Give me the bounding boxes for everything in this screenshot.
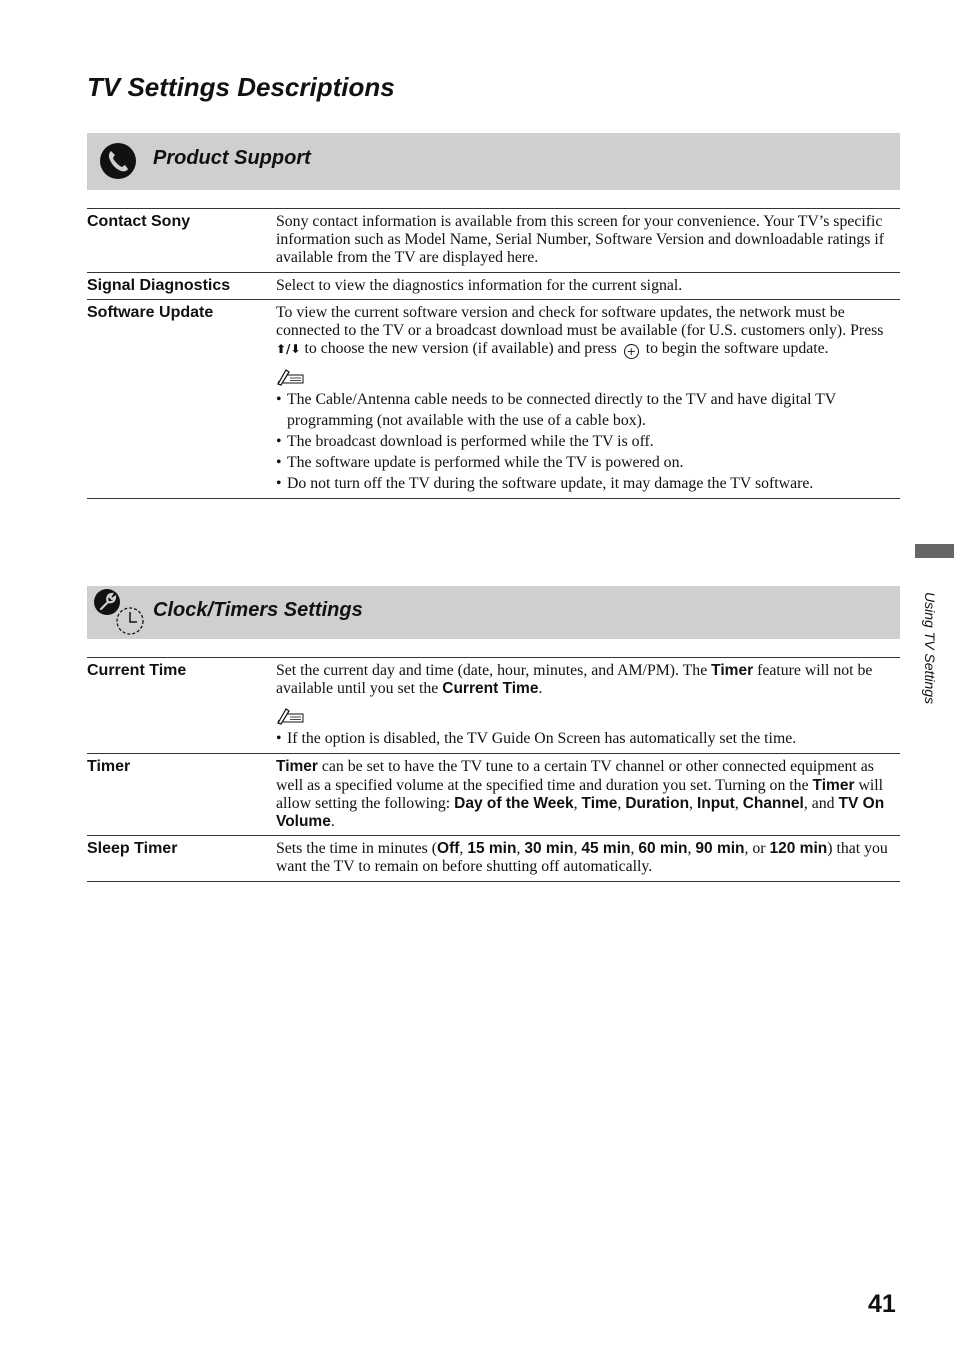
- text: ,: [734, 794, 739, 812]
- row-label: Sleep Timer: [87, 840, 178, 858]
- bold-term: 90 min: [695, 840, 745, 858]
- bold-term: 60 min: [638, 840, 688, 858]
- text: ,: [516, 840, 521, 858]
- up-down-arrows-icon: ⬆/⬇: [276, 342, 301, 357]
- row-label: Timer: [87, 758, 131, 776]
- bold-term: Timer: [711, 662, 754, 679]
- row-label: Software Update: [87, 303, 214, 321]
- row-label: Contact Sony: [87, 213, 191, 230]
- row-description: Select to view the diagnostics information for the current signal.: [276, 276, 683, 294]
- text: ,: [459, 840, 464, 858]
- text: Set the current day and time (date, hour, minutes, and AM/PM). The: [276, 662, 708, 679]
- bold-term: Day of the Week: [454, 794, 574, 812]
- wrench-clock-icon: [93, 588, 147, 638]
- text: ,: [630, 840, 635, 858]
- row-description: [276, 756, 900, 831]
- text: will allow setting the following:: [276, 776, 884, 812]
- text: can be set to have the TV tune to a certain TV channel or other connected equipment as well as a specified volume at the specified time and duration you set. Turning on the: [276, 758, 874, 794]
- bold-term: Time: [581, 794, 618, 812]
- table-row-contact-sony: [87, 209, 900, 273]
- text: ,: [617, 794, 622, 812]
- section-header-clock-timers: [87, 586, 900, 639]
- row-description: [276, 302, 900, 494]
- note-pencil-icon: [276, 366, 306, 386]
- bold-term: 15 min: [467, 840, 517, 858]
- text: , and: [803, 794, 835, 812]
- text: ,: [573, 840, 578, 858]
- bold-term: 30 min: [524, 840, 574, 858]
- row-label: Signal Diagnostics: [87, 276, 231, 294]
- bold-term: Current Time: [442, 680, 539, 698]
- page-title: TV Settings Descriptions: [87, 72, 395, 102]
- row-label: Current Time: [87, 662, 187, 679]
- bold-term: Duration: [625, 794, 690, 812]
- bold-term: Channel: [742, 794, 804, 812]
- text: ,: [689, 794, 693, 812]
- bold-term: Timer: [276, 758, 318, 776]
- text: To view the current software version and check for software updates, the network must be connected to the TV or a broadcast download must be available (for U.S. customers only). Press: [276, 303, 884, 340]
- side-tab-marker: [915, 544, 954, 558]
- text: ,: [687, 840, 692, 858]
- list-item: • The broadcast download is performed while the TV is off.: [276, 431, 900, 452]
- clock-timers-table: [87, 657, 900, 882]
- page-number: 41: [868, 1290, 896, 1318]
- row-description: [276, 838, 900, 876]
- text: .: [538, 680, 543, 698]
- row-description: [276, 660, 900, 749]
- list-item: • Do not turn off the TV during the software update, it may damage the TV software.: [276, 473, 900, 494]
- text: ,: [573, 794, 578, 812]
- list-item: • If the option is disabled, the TV Guide On Screen has automatically set the time.: [276, 728, 900, 749]
- table-row-software-update: [87, 300, 900, 499]
- text: , or: [744, 840, 766, 858]
- notes-list: [276, 728, 900, 749]
- text: Sets the time in minutes (: [276, 840, 438, 858]
- notes-list: [276, 389, 900, 494]
- bold-term: Off: [437, 840, 460, 858]
- row-description: Sony contact information is available from this screen for your convenience. Your TV’s specific information such as Model Name, Serial Number, Software Version and downloadable ratings if available from the TV are displayed here.: [276, 213, 884, 267]
- table-row-timer: [87, 754, 900, 836]
- list-item: • The Cable/Antenna cable needs to be connected directly to the TV and have digital TV programming (not available with the use of a cable box).: [276, 389, 900, 431]
- bold-term: Input: [696, 794, 735, 812]
- bold-term: 45 min: [581, 840, 631, 858]
- section-header-product-support: [87, 133, 900, 190]
- table-row-current-time: [87, 658, 900, 754]
- bold-term: Timer: [812, 776, 855, 794]
- table-row-signal-diagnostics: [87, 273, 900, 300]
- list-item: • The software update is performed while the TV is powered on.: [276, 452, 900, 473]
- text: feature will not be available until you set the: [276, 662, 873, 698]
- enter-button-icon: +: [624, 344, 639, 359]
- bold-term: 120 min: [769, 840, 828, 858]
- section-title: Product Support: [153, 147, 311, 169]
- phone-icon: [99, 142, 137, 180]
- product-support-table: [87, 208, 900, 499]
- table-row-sleep-timer: [87, 836, 900, 881]
- side-section-label: Using TV Settings: [922, 591, 938, 705]
- text: .: [330, 813, 335, 831]
- text: ) that you want the TV to remain on before shutting off automatically.: [276, 840, 888, 876]
- text: to begin the software update.: [645, 340, 829, 358]
- text: to choose the new version (if available) and press: [304, 340, 617, 358]
- section-title: Clock/Timers Settings: [153, 599, 363, 621]
- note-pencil-icon: [276, 705, 306, 725]
- bold-term: TV On Volume: [276, 794, 885, 831]
